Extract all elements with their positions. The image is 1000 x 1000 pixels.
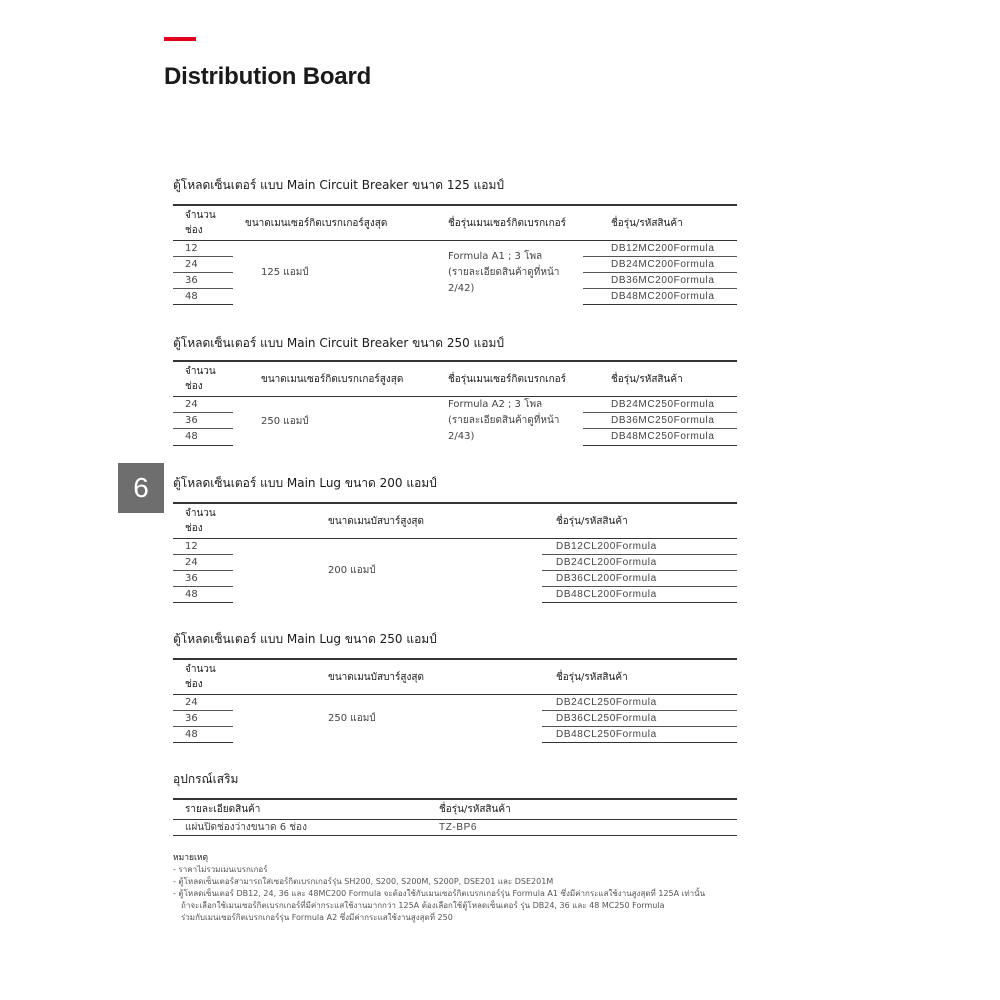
column-header: ขนาดเมนเซอร์กิตเบรกเกอร์สูงสุด [233,361,420,397]
breaker-page-ref: (รายละเอียดสินค้าดูที่หน้า 2/42) [448,266,560,294]
ways-cell: 36 [173,571,233,587]
section-title: อุปกรณ์เสริม [173,772,239,786]
section-lug-200 [173,474,737,600]
product-code-cell: DB12CL200Formula [542,539,737,555]
section-mcb-125 [173,176,737,302]
column-header: รายละเอียดสินค้า [173,799,439,820]
ways-cell: 36 [173,273,233,289]
breaker-model-line: Formula A2 ; 3 โพล [448,399,543,410]
table-header-row [173,361,737,397]
table-row [173,397,737,413]
spec-table [173,502,737,603]
ways-cell: 48 [173,727,233,743]
ways-cell: 12 [173,539,233,555]
column-header: ชื่อรุ่นเมนเซอร์กิตเบรกเกอร์ [420,205,583,241]
accent-bar [164,37,196,41]
column-header: ชื่อรุ่น/รหัสสินค้า [583,361,737,397]
product-code-cell: DB36MC200Formula [583,273,737,289]
table-row [173,820,737,836]
note-line: - ราคาไม่รวมเมนเบรกเกอร์ [173,865,268,874]
notes [173,852,813,924]
note-line: ถ้าจะเลือกใช้เมนเซอร์กิตเบรกเกอร์ที่มีค่ากระแสใช้งานมากกว่า 125A ต้องเลือกใช้ตู้โหลดเซ็นเตอร์ รุ่น DB24, 36 และ 48 MC250 Formula [181,901,665,910]
product-code-cell: DB24CL250Formula [542,695,737,711]
table-row [173,241,737,257]
spec-table [173,798,737,836]
ways-cell: 36 [173,413,233,429]
column-header: ชื่อรุ่น/รหัสสินค้า [583,205,737,241]
ways-cell: 36 [173,711,233,727]
section-title: ตู้โหลดเซ็นเตอร์ แบบ Main Lug ขนาด 250 แอมป์ [173,632,437,646]
product-code-cell: DB48MC200Formula [583,289,737,305]
product-code-cell: DB48CL200Formula [542,587,737,603]
section-title: ตู้โหลดเซ็นเตอร์ แบบ Main Circuit Breaker ขนาด 250 แอมป์ [173,336,505,350]
column-header: ชื่อรุ่น/รหัสสินค้า [439,799,737,820]
spec-table [173,658,737,743]
column-header: จำนวนช่อง [173,659,233,695]
column-header: ขนาดเมนบัสบาร์สูงสุด [233,503,542,539]
section-lug-250 [173,630,737,740]
table-header-row [173,503,737,539]
max-rating-cell: 250 แอมป์ [328,713,376,725]
max-rating-cell: 250 แอมป์ [261,415,309,427]
ways-cell: 48 [173,289,233,305]
note-line: - ตู้โหลดเซ็นเตอร์ DB12, 24, 36 และ 48MC200 Formula จะต้องใช้กับเมนเซอร์กิตเบรกเกอร์รุ่น Formula A1 ซึ่งมีค่ากระแสใช้งานสูงสุดที่ 125A เท่านั้น [173,889,706,898]
product-code-cell: TZ-BP6 [439,820,737,836]
section-title: ตู้โหลดเซ็นเตอร์ แบบ Main Circuit Breaker ขนาด 125 แอมป์ [173,178,505,192]
breaker-model-cell [420,397,583,446]
ways-cell: 24 [173,695,233,711]
column-header: จำนวนช่อง [173,361,233,397]
page-title: Distribution Board [164,63,372,90]
note-line: - ตู้โหลดเซ็นเตอร์สามารถใส่เซอร์กิตเบรกเกอร์รุ่น SH200, S200, S200M, S200P, DSE201 และ DSE201M [173,877,554,886]
product-code-cell: DB36MC250Formula [583,413,737,429]
product-code-cell: DB24CL200Formula [542,555,737,571]
table-row [173,695,737,711]
table-header-row [173,799,737,820]
column-header: จำนวนช่อง [173,503,233,539]
breaker-model-cell [420,241,583,305]
product-code-cell: DB12MC200Formula [583,241,737,257]
spec-table [173,360,737,446]
table-header-row [173,659,737,695]
product-code-cell: DB24MC200Formula [583,257,737,273]
chapter-tab: 6 [118,463,164,513]
ways-cell: 12 [173,241,233,257]
product-code-cell: DB24MC250Formula [583,397,737,413]
column-header: ชื่อรุ่น/รหัสสินค้า [542,503,737,539]
note-line: ร่วมกับเมนเซอร์กิตเบรกเกอร์รุ่น Formula A2 ซึ่งมีค่ากระแสใช้งานสูงสุดที่ 250 [181,913,453,922]
column-header: ขนาดเมนเซอร์กิตเบรกเกอร์สูงสุด [233,205,420,241]
table-row [173,539,737,555]
ways-cell: 48 [173,587,233,603]
column-header: ชื่อรุ่นเมนเซอร์กิตเบรกเกอร์ [420,361,583,397]
product-code-cell: DB48CL250Formula [542,727,737,743]
ways-cell: 48 [173,429,233,445]
breaker-model-line: Formula A1 ; 3 โพล [448,250,543,262]
section-title: ตู้โหลดเซ็นเตอร์ แบบ Main Lug ขนาด 200 แอมป์ [173,476,437,490]
ways-cell: 24 [173,555,233,571]
column-header: ชื่อรุ่น/รหัสสินค้า [542,659,737,695]
column-header: ขนาดเมนบัสบาร์สูงสุด [233,659,542,695]
product-code-cell: DB36CL200Formula [542,571,737,587]
spec-table [173,204,737,305]
max-rating-cell: 125 แอมป์ [261,267,309,279]
breaker-page-ref: (รายละเอียดสินค้าดูที่หน้า 2/43) [448,415,560,442]
table-header-row [173,205,737,241]
max-rating-cell: 200 แอมป์ [328,565,376,577]
product-code-cell: DB36CL250Formula [542,711,737,727]
section-mcb-250 [173,334,737,443]
ways-cell: 24 [173,257,233,273]
ways-cell: 24 [173,397,233,413]
accessory-description-cell: แผ่นปิดช่องว่างขนาด 6 ช่อง [173,820,439,836]
section-accessories [173,770,737,840]
notes-heading: หมายเหตุ [173,853,208,863]
product-code-cell: DB48MC250Formula [583,429,737,445]
column-header: จำนวนช่อง [173,205,233,241]
